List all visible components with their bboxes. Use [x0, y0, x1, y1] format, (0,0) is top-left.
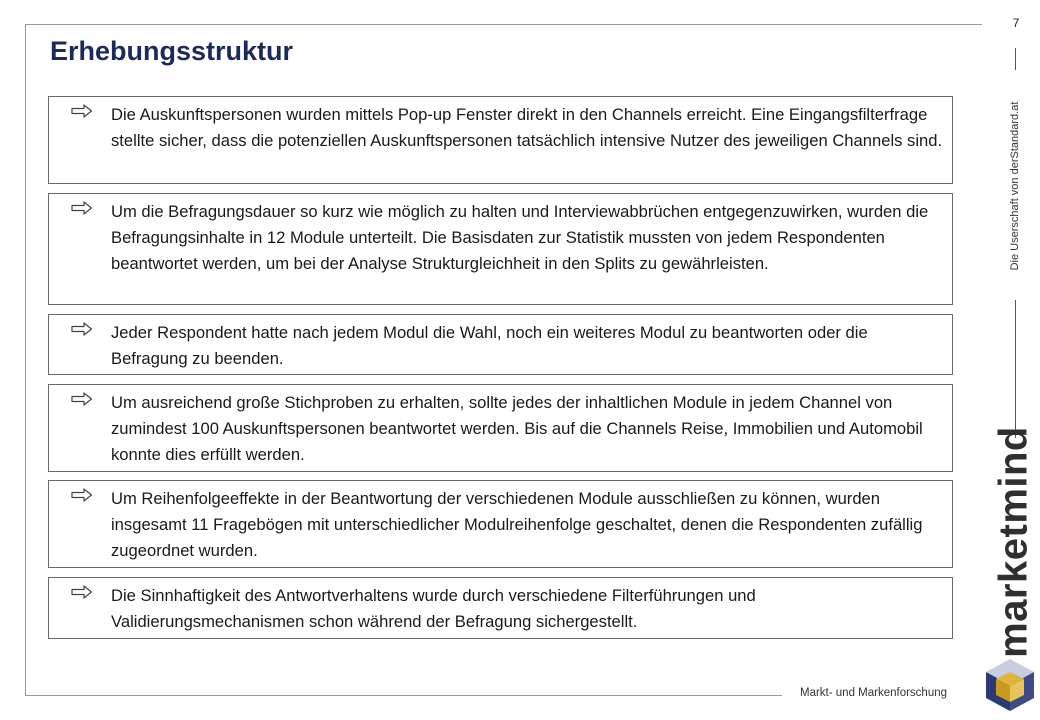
bullet-box [48, 96, 953, 184]
outline-right-arrow-icon [71, 322, 93, 336]
bullet-text: Die Auskunftspersonen wurden mittels Pop-up Fenster direkt in den Channels erreicht. Eine Eingangsfilterfrage stellte sicher, dass die potenziellen Auskunftspersonen tatsächlich intensive Nutzer des jeweiligen Channels sind. [111, 105, 943, 150]
bullet-text: Um Reihenfolgeeffekte in der Beantwortung der verschiedenen Module ausschließen zu können, wurden insgesamt 11 Fragebögen mit unterschiedlicher Modulreihenfolge geschaltet, denen die Respondenten zufällig zugeordnet wurden. [111, 489, 923, 560]
brand-logo: marketmind [991, 426, 1036, 658]
company-tagline: Markt- und Markenforschung [800, 687, 948, 699]
bullet-text: Jeder Respondent hatte nach jedem Modul die Wahl, noch ein weiteres Modul zu beantworten oder die Befragung zu beenden. [111, 323, 868, 368]
vertical-caption: Die Userschaft von derStandard.at [1009, 101, 1021, 271]
outline-right-arrow-icon [71, 585, 93, 599]
frame-left-border [25, 24, 26, 695]
frame-bottom-border [25, 695, 782, 696]
bullet-text: Um ausreichend große Stichproben zu erhalten, sollte jedes der inhaltlichen Module in jedem Channel von zumindest 100 Auskunftspersonen beantwortet werden. Bis auf die Channels Reise, Immobilien und Automobil konnte dies erfüllt werden. [111, 393, 923, 464]
outline-right-arrow-icon [71, 488, 93, 502]
bullet-box [48, 384, 953, 472]
bullet-text: Die Sinnhaftigkeit des Antwortverhaltens wurde durch verschiedene Filterführungen und Validierungsmechanismen schon während der Befragung sichergestellt. [111, 586, 756, 631]
outline-right-arrow-icon [71, 392, 93, 406]
page-title: Erhebungsstruktur [50, 36, 294, 66]
outline-right-arrow-icon [71, 104, 93, 118]
cube-logo-icon [984, 657, 1036, 713]
bullet-box [48, 577, 953, 639]
divider-line-middle [1015, 300, 1016, 438]
frame-top-border [25, 24, 982, 25]
page-number: 7 [1012, 16, 1020, 30]
bullet-box [48, 193, 953, 305]
bullet-box [48, 314, 953, 375]
outline-right-arrow-icon [71, 201, 93, 215]
bullet-text: Um die Befragungsdauer so kurz wie möglich zu halten und Interviewabbrüchen entgegenzuwirken, wurden die Befragungsinhalte in 12 Module unterteilt. Die Basisdaten zur Statistik mussten von jedem Respondenten beantwortet werden, um bei der Analyse Strukturgleichheit in den Splits zu gewährleisten. [111, 202, 929, 273]
divider-line-top [1015, 48, 1016, 70]
bullet-box [48, 480, 953, 568]
